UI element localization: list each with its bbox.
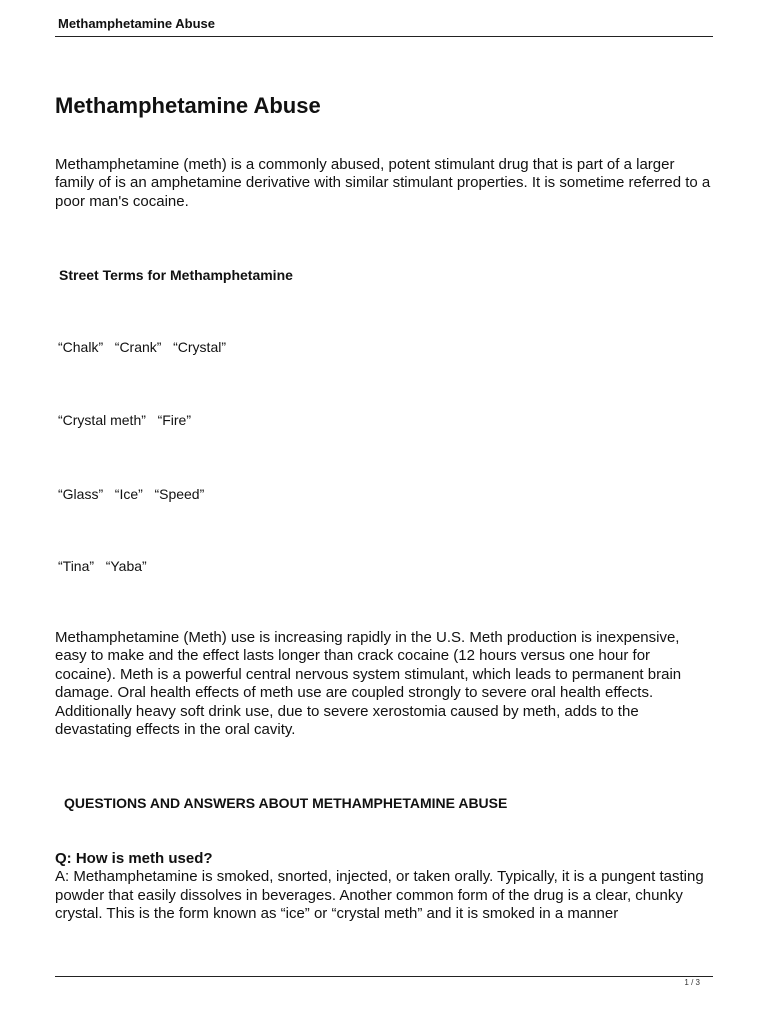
qa-question: Q: How is meth used? [55,850,213,867]
header-divider [55,36,713,37]
intro-paragraph: Methamphetamine (meth) is a commonly abused, potent stimulant drug that is part of a larger family of is an amphetamine derivative with similar stimulant properties. It is sometime referred to a poor man's cocaine. [55,156,711,210]
street-terms-heading: Street Terms for Methamphetamine [59,267,293,283]
street-terms-line: “Chalk” “Crank” “Crystal” [58,339,227,355]
page-number: 1 / 3 [684,978,700,987]
street-terms-line: “Glass” “Ice” “Speed” [58,486,205,502]
document-title: Methamphetamine Abuse [55,93,321,118]
footer-divider [55,976,713,977]
running-header-title: Methamphetamine Abuse [58,16,215,31]
street-terms-line: “Crystal meth” “Fire” [58,412,191,428]
qa-answer: A: Methamphetamine is smoked, snorted, injected, or taken orally. Typically, it is a pungent tasting powder that easily dissolves in beverages. Another common form of the drug is a clear, chunky crystal. This is the form known as “ice” or “crystal meth” and it is smoked in a manner [55,868,704,923]
body-paragraph: Methamphetamine (Meth) use is increasing rapidly in the U.S. Meth production is inexpensive, easy to make and the effect lasts longer than crack cocaine (12 hours versus one hour for cocaine). Meth is a powerful central nervous system stimulant, which leads to permanent brain damage. Oral health effects of meth use are coupled strongly to severe oral health effects. Additionally heavy soft drink use, due to severe xerostomia caused by meth, adds to the devastating effects in the oral cavity. [55,629,682,739]
qa-section-heading: QUESTIONS AND ANSWERS ABOUT METHAMPHETAMINE ABUSE [64,795,508,811]
street-terms-line: “Tina” “Yaba” [58,558,147,574]
qa-item [55,850,715,924]
